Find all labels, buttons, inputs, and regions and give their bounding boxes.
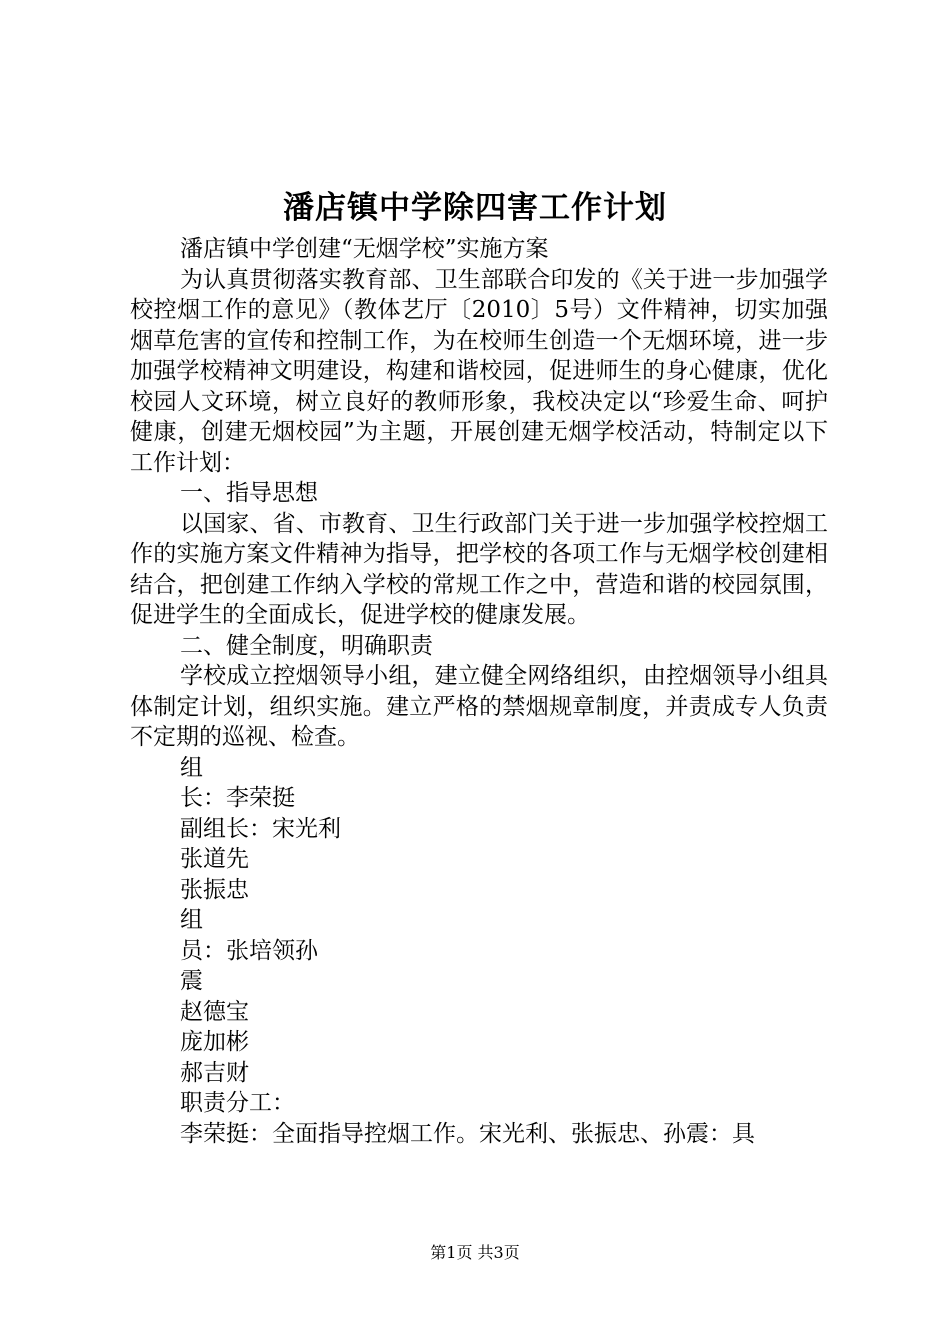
document-body: [130, 234, 828, 1149]
group-label-line: 组: [180, 754, 203, 781]
members-line: 员：张培领孙: [180, 937, 318, 964]
deputy-leader-line: 副组长：宋光利: [180, 815, 341, 842]
group-label-line: 组: [180, 907, 203, 933]
member-name-line: 郝吉财: [180, 1059, 249, 1086]
document-title: 潘店镇中学除四害工作计划: [283, 190, 667, 226]
member-name-line: 张振忠: [180, 876, 249, 903]
page-footer: 第1页 共3页: [430, 1243, 520, 1262]
duties-heading-line: 职责分工：: [180, 1090, 295, 1116]
guiding-thought-paragraph: 以国家、省、市教育、卫生行政部门关于进一步加强学校控烟工作的实施方案文件精神为指导，把学校的各项工作与无烟学校创建相结合，把创建工作纳入学校的常规工作之中，营造和谐的校园氛围，促进学生的全面成长，促进学校的健康发展。: [130, 510, 828, 628]
section-heading-guiding-thought: 一、指导思想: [180, 480, 318, 506]
section-heading-system: 二、健全制度，明确职责: [180, 632, 433, 659]
duties-paragraph: 李荣挺：全面指导控烟工作。宋光利、张振忠、孙震：具: [180, 1120, 755, 1147]
member-name-line: 庞加彬: [180, 1029, 249, 1055]
system-paragraph: 学校成立控烟领导小组，建立健全网络组织，由控烟领导小组具体制定计划，组织实施。建立严格的禁烟规章制度，并责成专人负责不定期的巡视、检查。: [130, 663, 828, 750]
member-name-line: 张道先: [180, 846, 249, 872]
intro-paragraph: 为认真贯彻落实教育部、卫生部联合印发的《关于进一步加强学校控烟工作的意见》（教体艺厅〔2010〕5号）文件精神，切实加强烟草危害的宣传和控制工作，为在校师生创造一个无烟环境，进一步加强学校精神文明建设，构建和谐校园，促进师生的身心健康，优化校园人文环境，树立良好的教师形象，我校决定以“珍爱生命、呵护健康，创建无烟校园”为主题，开展创建无烟学校活动，特制定以下工作计划：: [130, 266, 828, 476]
member-name-line: 赵德宝: [180, 998, 249, 1025]
member-name-line: 震: [180, 968, 203, 994]
subtitle-paragraph: 潘店镇中学创建“无烟学校”实施方案: [180, 236, 549, 262]
group-leader-line: 长：李荣挺: [180, 785, 295, 811]
